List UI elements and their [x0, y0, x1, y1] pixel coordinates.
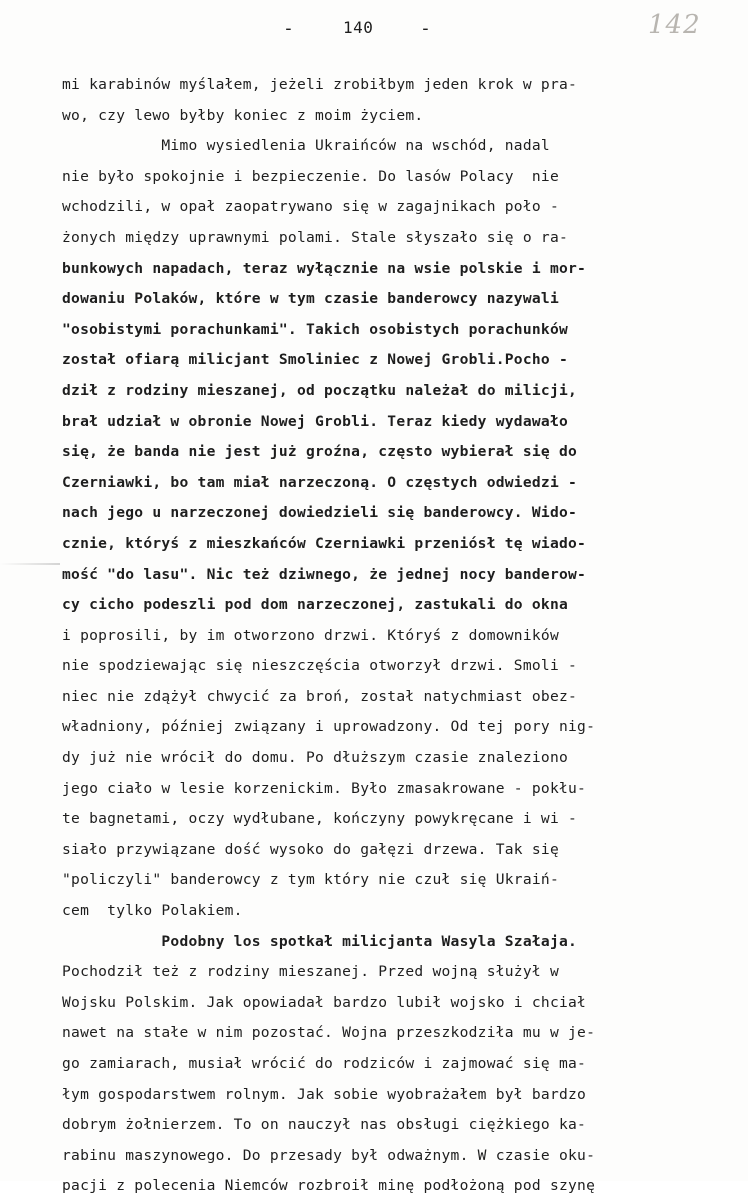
scan-artifact [0, 563, 60, 565]
header-dash-left: - [283, 18, 294, 39]
text-line: cem tylko Polakiem. [62, 902, 243, 920]
typewritten-text-body [62, 70, 702, 1202]
text-line: nach jego u narzeczonej dowiedzieli się banderowcy. Wido- [62, 504, 578, 522]
text-line: mość "do lasu". Nic też dziwnego, że jednej nocy banderow- [62, 565, 587, 583]
text-line: pacji z polecenia Niemców rozbroił minę podłożoną pod szynę [62, 1177, 596, 1195]
text-line: siało przywiązane dość wysoko do gałęzi drzewa. Tak się [62, 840, 559, 858]
text-line: Czerniawki, bo tam miał narzeczoną. O częstych odwiedzi - [62, 473, 578, 491]
text-line: został ofiarą milicjant Smoliniec z Nowej Grobli.Pocho - [62, 351, 569, 369]
text-line: i poprosili, by im otworzono drzwi. Któryś z domowników [62, 626, 559, 644]
text-line: dowaniu Polaków, które w tym czasie banderowcy nazywali [62, 290, 559, 308]
text-line: nie spodziewając się nieszczęścia otworzył drzwi. Smoli - [62, 657, 578, 675]
text-line: rabinu maszynowego. Do przesady był odważnym. W czasie oku- [62, 1146, 596, 1164]
text-line: Pochodził też z rodziny mieszanej. Przed wojną służył w [62, 963, 559, 981]
text-line: dził z rodziny mieszanej, od początku należał do milicji, [62, 381, 578, 399]
text-line: "policzyli" banderowcy z tym który nie czuł się Ukraiń- [62, 871, 559, 889]
text-line: cy cicho podeszli pod dom narzeczonej, zastukali do okna [62, 596, 569, 614]
text-line: te bagnetami, oczy wydłubane, kończyny powykręcane i wi - [62, 810, 578, 828]
text-line: nawet na stałe w nim pozostać. Wojna przeszkodziła mu w je- [62, 1024, 596, 1042]
header-dash-right: - [420, 18, 431, 39]
text-line: go zamiarach, musiał wrócić do rodziców i zajmować się ma- [62, 1055, 587, 1072]
text-line: Wojsku Polskim. Jak opowiadał bardzo lubił wojsko i chciał [62, 993, 587, 1011]
page-header [0, 18, 748, 44]
text-line: mi karabinów myślałem, jeżeli zrobiłbym jeden krok w pra- [62, 76, 578, 93]
text-line: dy już nie wrócił do domu. Po dłuższym czasie znaleziono [62, 749, 569, 767]
text-line: łym gospodarstwem rolnym. Jak sobie wyobrażałem był bardzo [62, 1085, 587, 1103]
text-line: niec nie zdążył chwycić za broń, został natychmiast obez- [62, 687, 578, 705]
text-line: władniony, później związany i uprowadzony. Od tej pory nig- [62, 718, 596, 736]
text-line: "osobistymi porachunkami". Takich osobistych porachunków [62, 320, 569, 338]
text-line: cznie, któryś z mieszkańców Czerniawki przeniósł tę wiado- [62, 534, 587, 552]
text-line: jego ciało w lesie korzenickim. Było zmasakrowane - pokłu- [62, 779, 587, 797]
text-line: Podobny los spotkał milicjanta Wasyla Szałaja. [62, 932, 578, 950]
text-line: wo, czy lewo byłby koniec z moim życiem. [62, 106, 424, 124]
text-line: brał udział w obronie Nowej Grobli. Teraz kiedy wydawało [62, 412, 569, 430]
text-line: bunkowych napadach, teraz wyłącznie na wsie polskie i mor- [62, 259, 587, 277]
text-line: się, że banda nie jest już groźna, często wybierał się do [62, 443, 578, 461]
text-line: dobrym żołnierzem. To on nauczył nas obsługi ciężkiego ka- [62, 1116, 587, 1134]
page-number: 140 [343, 18, 374, 37]
text-line: nie było spokojnie i bezpieczenie. Do lasów Polacy nie [62, 167, 559, 185]
handwritten-archive-number: 142 [648, 10, 701, 40]
text-line: żonych między uprawnymi polami. Stale słyszało się o ra- [62, 228, 569, 246]
text-line: Mimo wysiedlenia Ukraińców na wschód, nadal [62, 137, 550, 155]
text-line: wchodzili, w opał zaopatrywano się w zagajnikach poło - [62, 198, 559, 216]
